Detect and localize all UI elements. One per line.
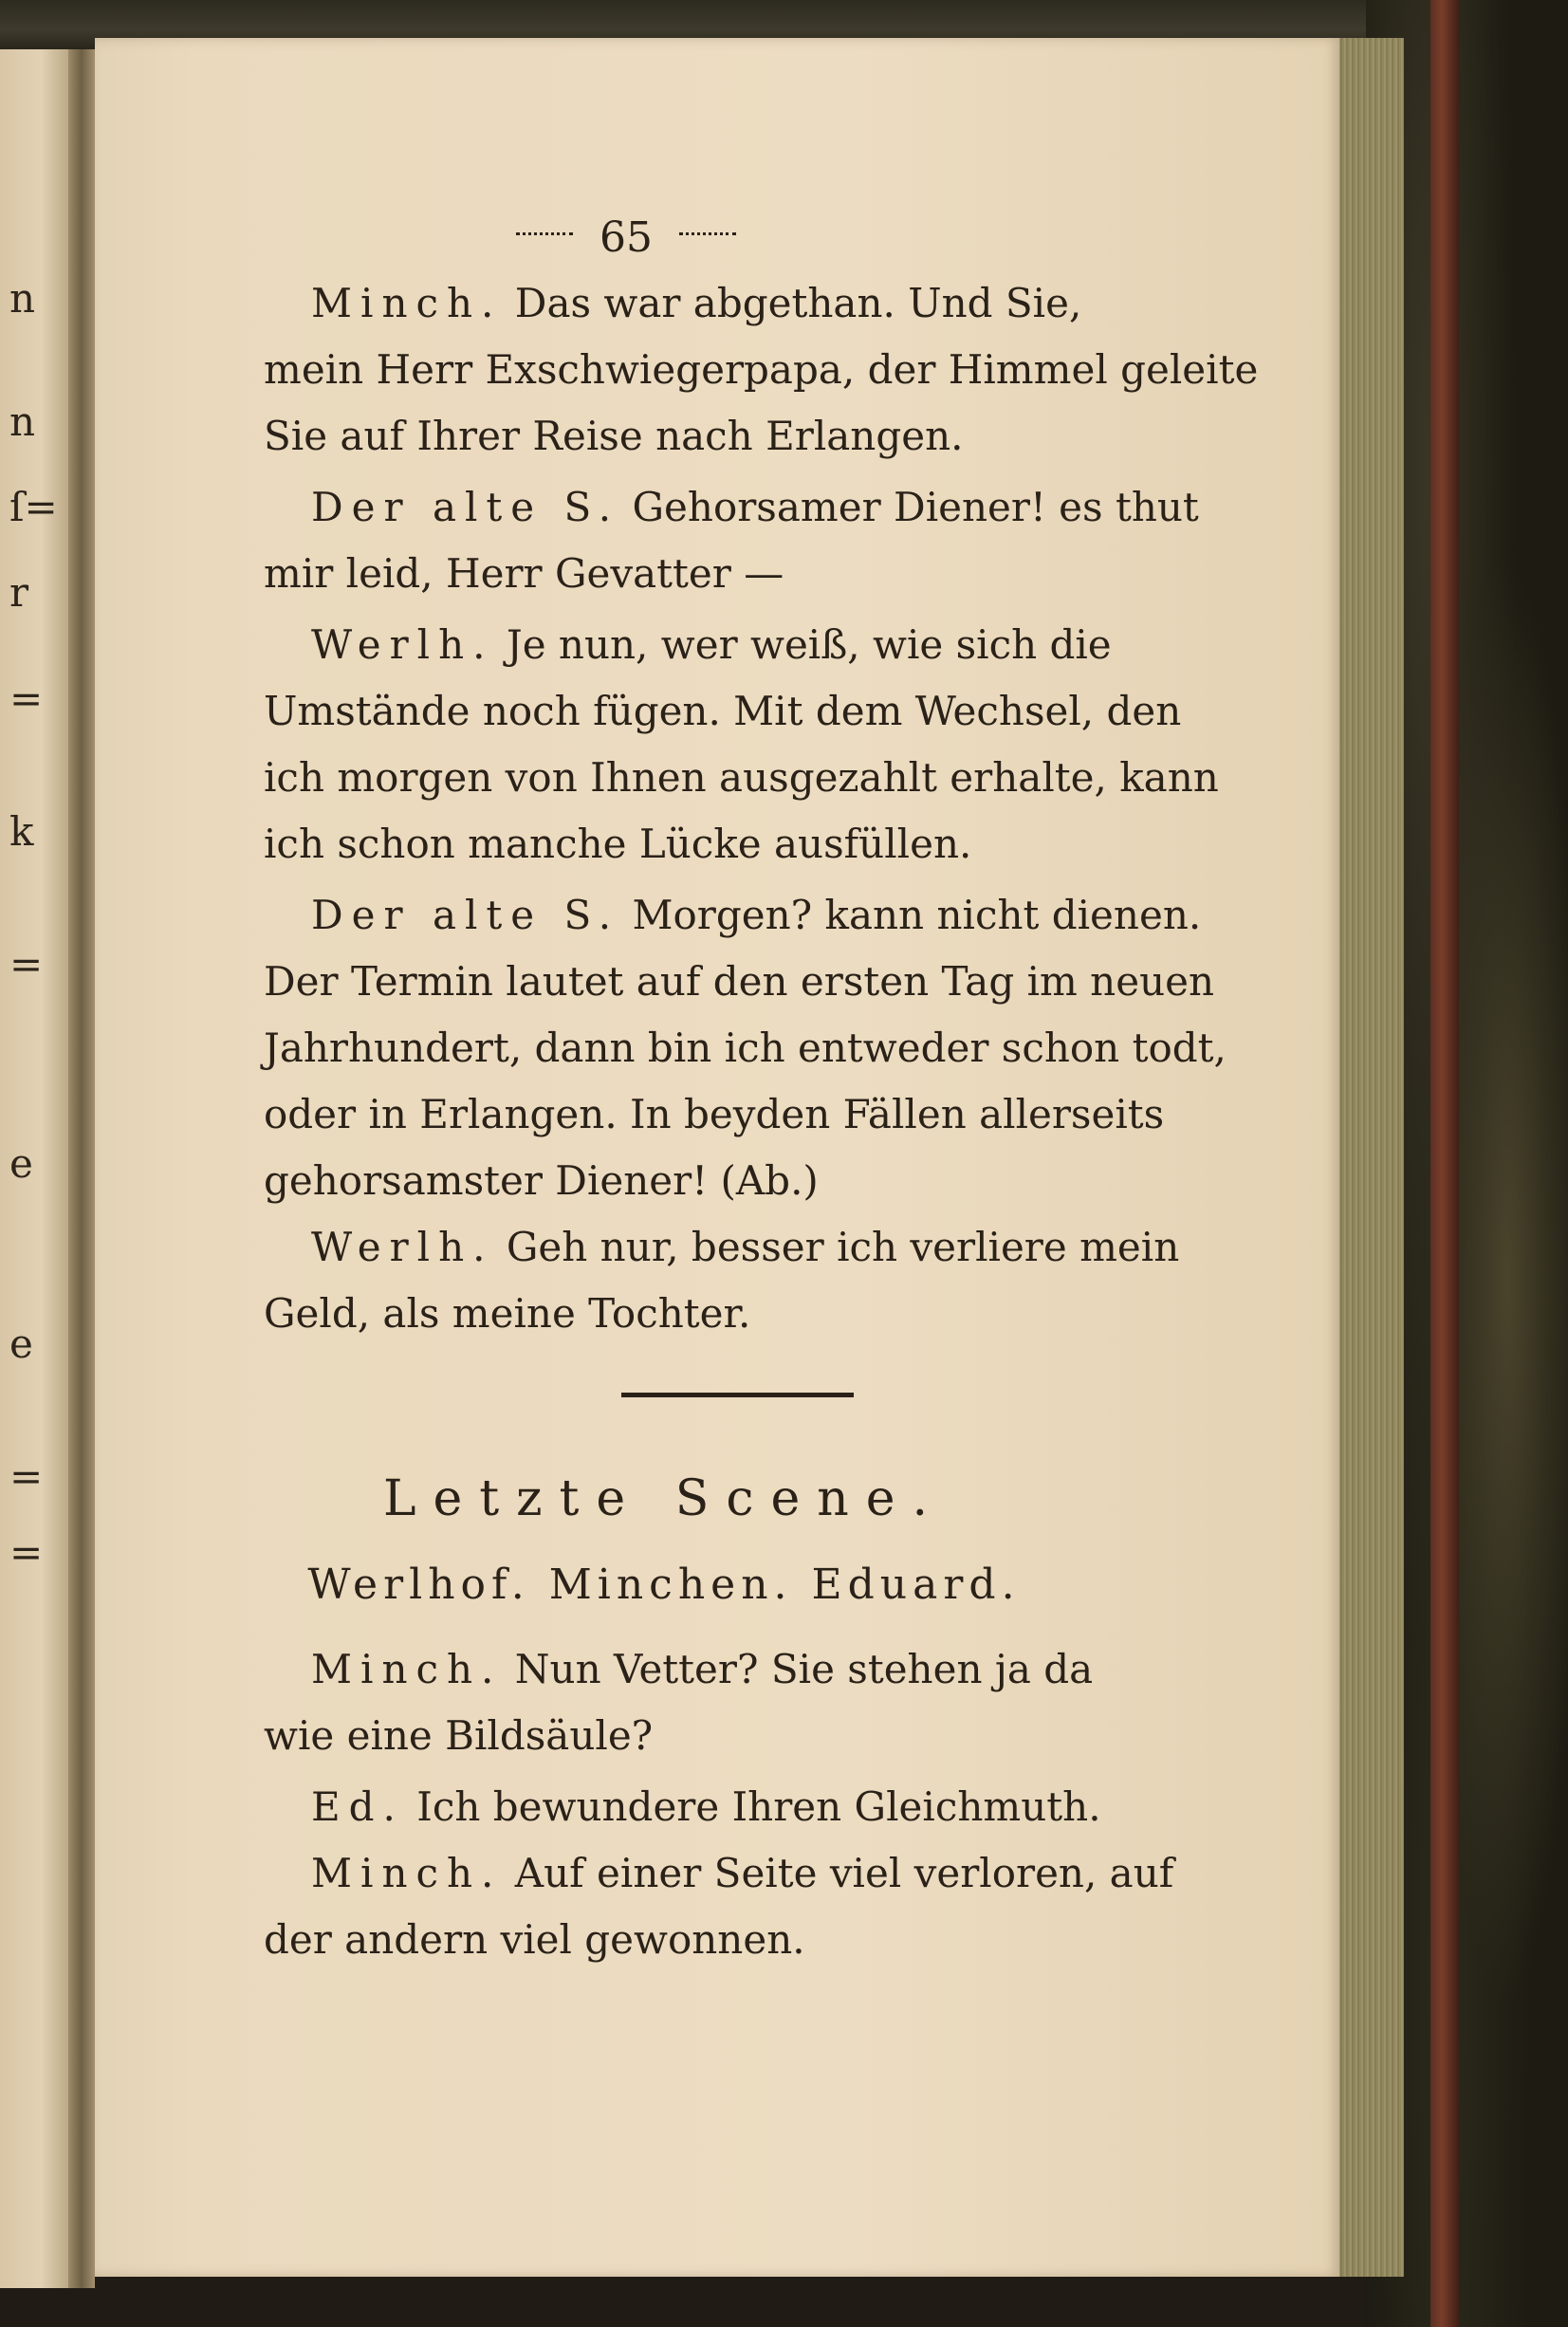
line-text: Je nun, wer weiß, wie sich die xyxy=(493,621,1112,668)
fragment: e xyxy=(9,1140,33,1187)
text-line xyxy=(311,617,1112,674)
scene-heading: Letzte Scene. xyxy=(382,1470,946,1527)
fragment: r xyxy=(9,569,29,616)
text-line xyxy=(311,479,1199,536)
line-text: oder in Erlangen. In beyden Fällen allerseits xyxy=(264,1091,1165,1137)
line-text: Umstände noch fügen. Mit dem Wechsel, den xyxy=(264,688,1182,734)
text-line xyxy=(311,1219,1179,1276)
speaker: Minch. xyxy=(311,1850,503,1896)
speaker: Der alte S. xyxy=(311,484,620,530)
book-page xyxy=(95,38,1339,2277)
text-line xyxy=(311,887,1201,944)
text-line xyxy=(264,1285,750,1342)
text-line xyxy=(264,1020,1227,1077)
line-text: Sie auf Ihrer Reise nach Erlangen. xyxy=(264,413,964,459)
text-line xyxy=(264,1086,1164,1143)
ornament-right xyxy=(679,232,736,249)
text-line xyxy=(264,1708,653,1764)
text-line xyxy=(264,408,963,465)
line-text: ich schon manche Lücke ausfüllen. xyxy=(264,821,972,867)
speaker: Werlh. xyxy=(311,1224,494,1270)
previous-page-fragments xyxy=(6,49,63,2288)
fragment: ſ= xyxy=(9,484,58,530)
line-text: Ich bewundere Ihren Gleichmuth. xyxy=(403,1783,1101,1830)
page-number-row xyxy=(95,213,1157,262)
page-edges xyxy=(1337,38,1404,2277)
text-line xyxy=(264,816,971,873)
speaker: Werlh. xyxy=(311,621,494,668)
text-line xyxy=(311,1641,1093,1698)
scene-divider xyxy=(621,1393,854,1397)
speaker: Minch. xyxy=(311,1646,503,1692)
ornament-left xyxy=(516,232,573,249)
fragment: = xyxy=(9,1529,44,1576)
line-text: der andern viel gewonnen. xyxy=(264,1916,805,1963)
line-text: wie eine Bildsäule? xyxy=(264,1712,654,1759)
line-text: Gehorsamer Diener! es thut xyxy=(619,484,1199,530)
line-text: gehorsamster Diener! (Ab.) xyxy=(264,1157,819,1204)
text-line xyxy=(264,1911,805,1968)
speaker: Der alte S. xyxy=(311,892,620,938)
fragment: n xyxy=(9,275,36,322)
text-line xyxy=(264,342,1258,398)
page-number: 65 xyxy=(600,213,653,262)
line-text: Nun Vetter? Sie stehen ja da xyxy=(502,1646,1094,1692)
text-line xyxy=(264,749,1219,806)
text-line xyxy=(264,1153,819,1210)
fragment: n xyxy=(9,398,36,445)
text-line xyxy=(264,953,1214,1010)
line-text: Morgen? kann nicht dienen. xyxy=(619,892,1202,938)
text-line xyxy=(311,275,1081,332)
line-text: ich morgen von Ihnen ausgezahlt erhalte, kann xyxy=(264,754,1219,801)
fragment: e xyxy=(9,1320,33,1367)
text-line xyxy=(264,683,1181,740)
text-line xyxy=(264,545,784,602)
fragment: = xyxy=(9,941,44,988)
speaker: Ed. xyxy=(311,1783,404,1830)
cast-list: Werlhof. Minchen. Eduard. xyxy=(307,1561,1021,1609)
speaker: Minch. xyxy=(311,280,503,326)
fragment: = xyxy=(9,675,44,722)
line-text: Auf einer Seite viel verloren, auf xyxy=(502,1850,1174,1896)
gutter xyxy=(68,49,95,2288)
text-line xyxy=(311,1845,1173,1902)
line-text: Das war abgethan. Und Sie, xyxy=(502,280,1082,326)
fragment: k xyxy=(9,808,34,855)
fragment: = xyxy=(9,1453,44,1500)
line-text: Geld, als meine Tochter. xyxy=(264,1290,751,1337)
cover-spine-edge xyxy=(1430,0,1459,2327)
line-text: mein Herr Exschwiegerpapa, der Himmel geleite xyxy=(264,346,1259,393)
line-text: Der Termin lautet auf den ersten Tag im neuen xyxy=(264,958,1215,1005)
text-line xyxy=(311,1779,1101,1836)
line-text: Geh nur, besser ich verliere mein xyxy=(493,1224,1180,1270)
line-text: mir leid, Herr Gevatter — xyxy=(264,550,784,597)
line-text: Jahrhundert, dann bin ich entweder schon todt, xyxy=(264,1025,1227,1071)
